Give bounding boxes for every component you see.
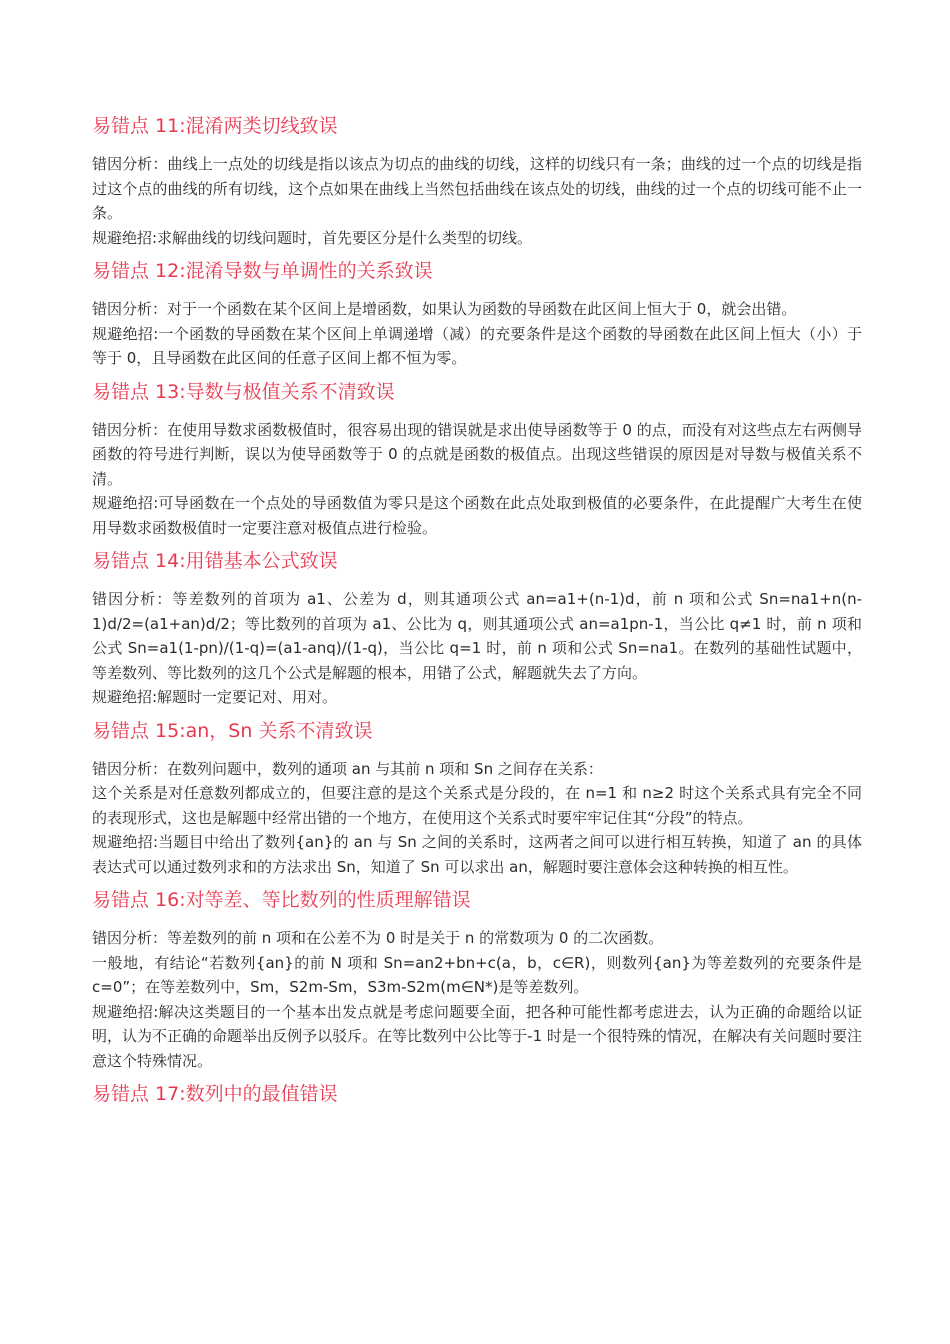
paragraph: 规避绝招:一个函数的导函数在某个区间上单调递增（减）的充要条件是这个函数的导函数在此区间上恒大（小）于等于 0，且导函数在此区间的任意子区间上都不恒为零。 [92, 324, 862, 367]
paragraph: 规避绝招:当题目中给出了数列{an}的 an 与 Sn 之间的关系时，这两者之间可以进行相互转换，知道了 an 的具体表达式可以通过数列求和的方法求出 Sn，知道了 Sn 可以求出 an，解题时要注意体会这种转换的相互性。 [92, 833, 862, 876]
paragraph: 规避绝招:解决这类题目的一个基本出发点就是考虑问题要全面，把各种可能性都考虑进去，认为正确的命题给以证明，认为不正确的命题举出反例予以驳斥。在等比数列中公比等于-1 时是一个很特殊的情况，在解决有关问题时要注意这个特殊情况。 [92, 1002, 862, 1070]
paragraph: 错因分析：在数列问题中，数列的通项 an 与其前 n 项和 Sn 之间存在关系： [92, 759, 603, 778]
paragraph: 这个关系是对任意数列都成立的，但要注意的是这个关系式是分段的，在 n=1 和 n≥2 时这个关系式具有完全不同的表现形式，这也是解题中经常出错的一个地方，在使用这个关系式时要牢牢记住其“分段”的特点。 [92, 784, 862, 827]
paragraph: 一般地，有结论“若数列{an}的前 N 项和 Sn=an2+bn+c(a，b，c∈R)，则数列{an}为等差数列的充要条件是 c=0”；在等差数列中，Sm，S2m-Sm，S3m-S2m(m∈N*)是等差数列。 [92, 953, 862, 996]
section-11 [92, 112, 862, 250]
section-heading: 易错点 15:an，Sn 关系不清致误 [92, 719, 373, 742]
paragraph: 规避绝招:解题时一定要记对、用对。 [92, 688, 338, 706]
section-heading: 易错点 16:对等差、等比数列的性质理解错误 [92, 889, 471, 911]
section-13 [92, 378, 862, 541]
paragraph: 错因分析：对于一个函数在某个区间上是增函数，如果认为函数的导函数在此区间上恒大于 0，就会出错。 [92, 300, 797, 318]
section-15 [92, 717, 862, 880]
section-12 [92, 257, 862, 371]
section-heading: 易错点 17:数列中的最值错误 [92, 1083, 338, 1105]
section-heading: 易错点 13:导数与极值关系不清致误 [92, 380, 395, 403]
section-14 [92, 547, 862, 710]
section-heading: 易错点 14:用错基本公式致误 [92, 550, 338, 572]
section-heading: 易错点 11:混淆两类切线致误 [92, 115, 338, 137]
paragraph: 错因分析：在使用导数求函数极值时，很容易出现的错误就是求出使导函数等于 0 的点，而没有对这些点左右两侧导函数的符号进行判断，误以为使导函数等于 0 的点就是函数的极值点。出现这些错误的原因是对导数与极值关系不清。 [92, 420, 862, 488]
paragraph: 规避绝招:求解曲线的切线问题时，首先要区分是什么类型的切线。 [92, 228, 533, 247]
paragraph: 错因分析：等差数列的前 n 项和在公差不为 0 时是关于 n 的常数项为 0 的二次函数。 [92, 929, 664, 947]
section-heading: 易错点 12:混淆导数与单调性的关系致误 [92, 260, 433, 282]
section-17 [92, 1080, 862, 1108]
paragraph: 错因分析：等差数列的首项为 a1、公差为 d，则其通项公式 an=a1+(n-1)d，前 n 项和公式 Sn=na1+n(n-1)d/2=(a1+an)d/2；等比数列的首项为 a1、公比为 q，则其通项公式 an=a1pn-1，当公比 q≠1 时，前 n 项和公式 Sn=a1(1-pn)/(1-q)=(a1-anq)/(1-q)，当公比 q=1 时，前 n 项和公式 Sn=na1。在数列的基础性试题中，等差数列、等比数列的这几个公式是解题的根本，用错了公式，解题就失去了方向。 [92, 590, 862, 682]
paragraph: 规避绝招:可导函数在一个点处的导函数值为零只是这个函数在此点处取到极值的必要条件，在此提醒广大考生在使用导数求函数极值时一定要注意对极值点进行检验。 [92, 494, 862, 537]
document-page [92, 112, 862, 1120]
section-16 [92, 886, 862, 1073]
paragraph: 错因分析：曲线上一点处的切线是指以该点为切点的曲线的切线，这样的切线只有一条；曲线的过一个点的切线是指过这个点的曲线的所有切线，这个点如果在曲线上当然包括曲线在该点处的切线，曲线的过一个点的切线可能不止一条。 [92, 155, 862, 222]
